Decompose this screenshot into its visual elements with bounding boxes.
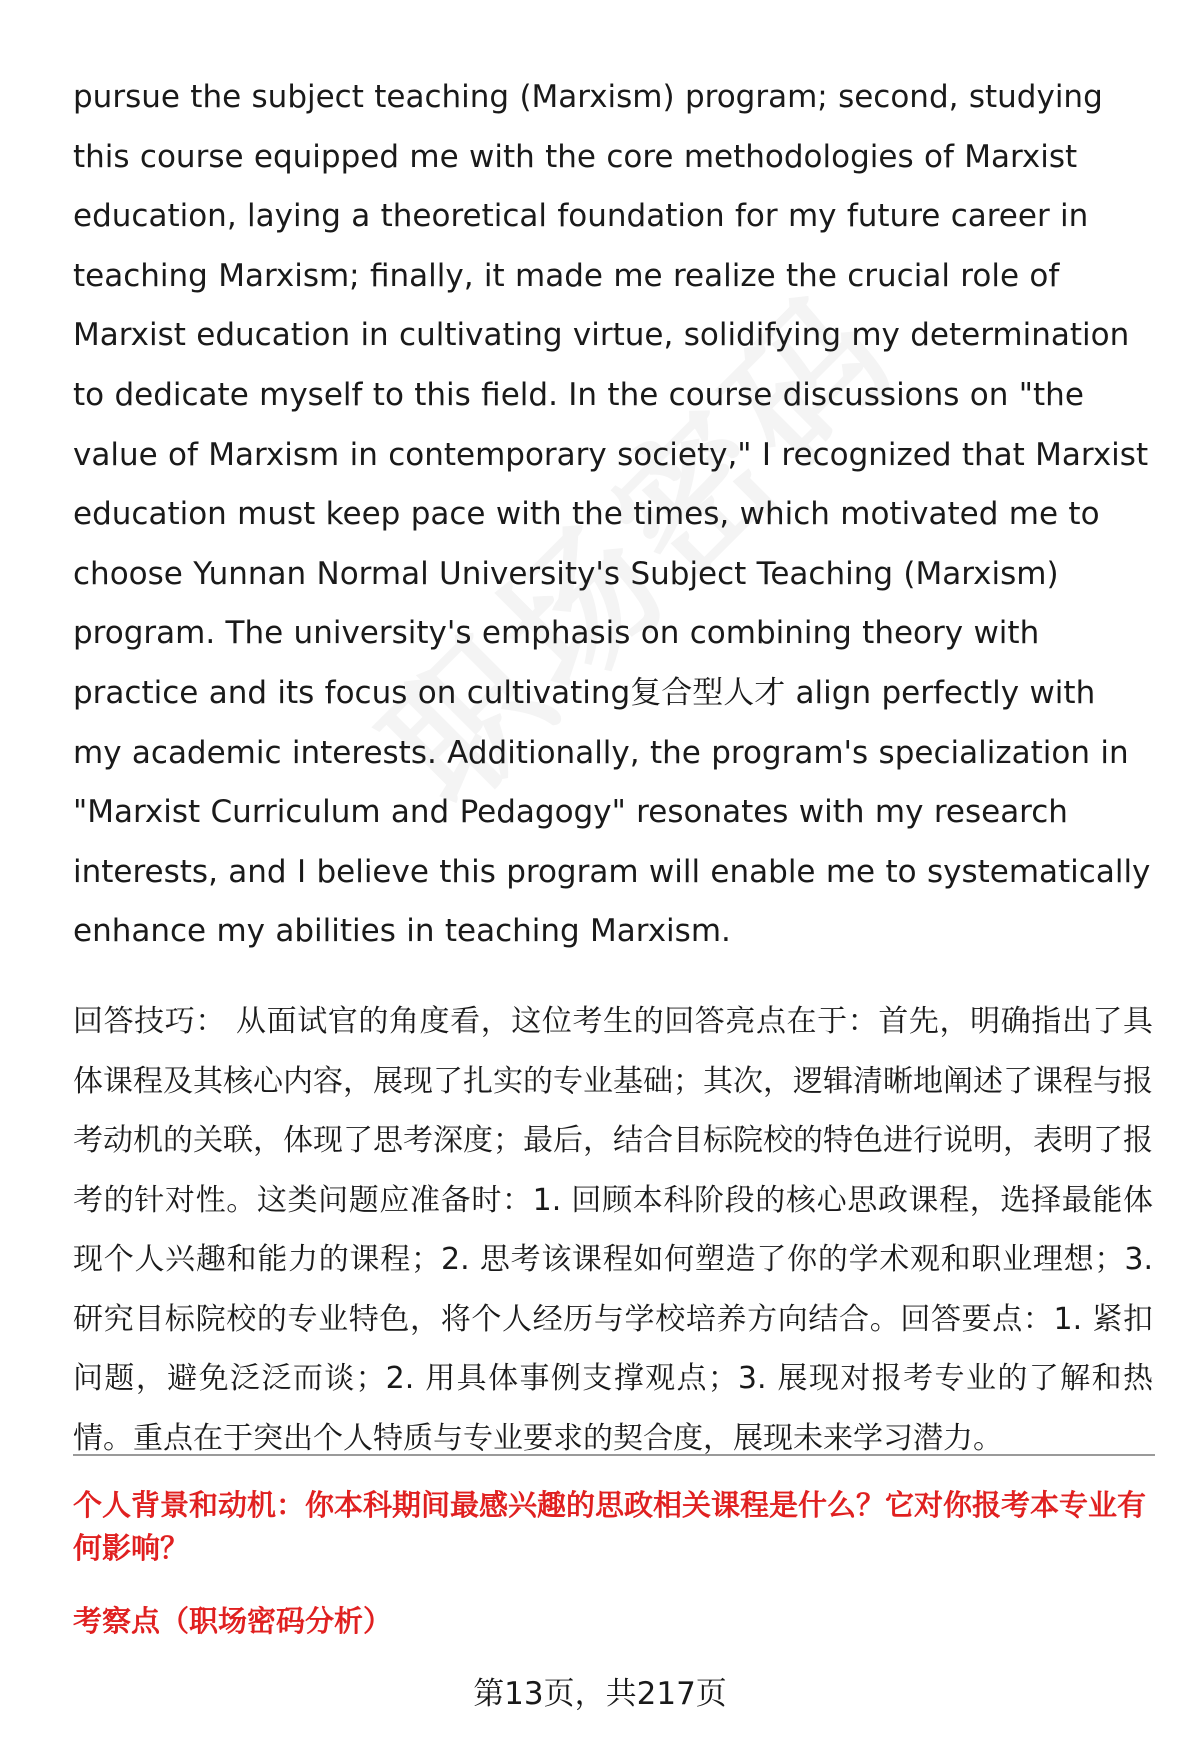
page-number: 第13页，共217页 xyxy=(473,1676,727,1712)
answer-tips-paragraph: 回答技巧： 从面试官的角度看，这位考生的回答亮点在于：首先，明确指出了具体课程及其核心内容，展现了扎实的专业基础；其次，逻辑清晰地阐述了课程与报考动机的关联，体现了思考深度；最后，结合目标院校的特色进行说明，表明了报考的针对性。这类问题应准备时：1. 回顾本科阶段的核心思政课程，选择最能体现个人兴趣和能力的课程；2. 思考该课程如何塑造了你的学术观和职业理想；3. 研究目标院校的专业特色，将个人经历与学校培养方向结合。回答要点：1. 紧扣问题，避免泛泛而谈；2. 用具体事例支撑观点；3. 展现对报考专业的了解和热情。重点在于突出个人特质与专业要求的契合度，展现未来学习潜力。 xyxy=(73,1003,1153,1457)
section-divider xyxy=(73,1454,1155,1456)
interview-question: 个人背景和动机：你本科期间最感兴趣的思政相关课程是什么？它对你报考本专业有何影响？ xyxy=(73,1488,1147,1565)
analysis-section-label: 考察点（职场密码分析） xyxy=(73,1604,393,1638)
answer-paragraph: pursue the subject teaching (Marxism) program; second, studying this course equipped me with the core methodologies of Marxist education, laying a theoretical foundation for my future career in teaching Marxism; finally, it made me realize the crucial role of Marxist education in cultivating virtue, solidifying my determination to dedicate myself to this field. In the course discussions on "the value of Marxism in contemporary society," I recognized that Marxist education must keep pace with the times, which motivated me to choose Yunnan Normal University's Subject Teaching (Marxism) program. The university's emphasis on combining theory with practice and its focus on cultivating复合型人才 align perfectly with my academic interests. Additionally, the program's specialization in "Marxist Curriculum and Pedagogy" resonates with my research interests, and I believe this program will enable me to systematically enhance my abilities in teaching Marxism. xyxy=(73,79,1151,950)
document-body xyxy=(73,68,1153,1469)
